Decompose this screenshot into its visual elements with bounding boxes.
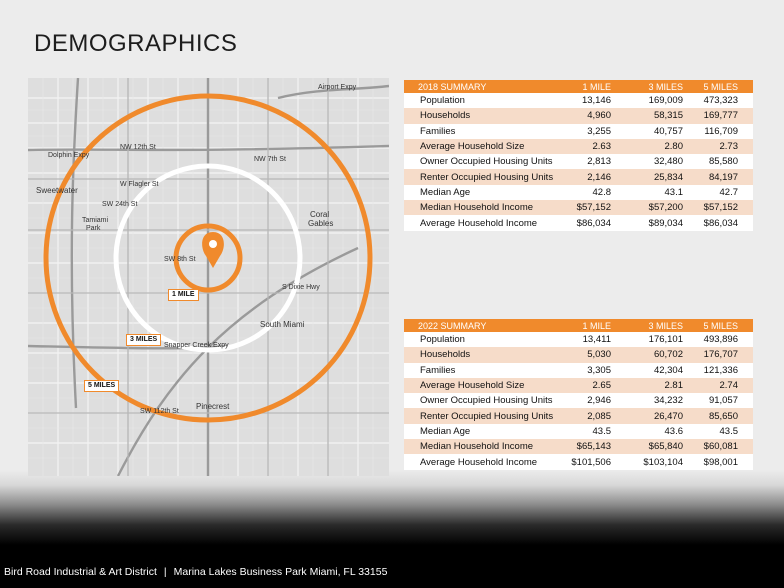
map-graphic [28,78,389,476]
row-value: 34,232 [653,395,683,407]
row-value: $86,034 [703,217,738,229]
row-label: Median Age [420,425,471,437]
row-value: 43.5 [719,425,738,437]
road-snapper-creek: Snapper Creek Expy [164,342,229,349]
row-label: Average Household Size [420,141,525,153]
table-header-cell: 1 MILE [582,320,611,331]
row-value: 43.1 [664,186,683,198]
row-value: $57,152 [703,202,738,214]
row-value: 85,580 [708,156,738,168]
row-value: 84,197 [708,171,738,183]
row-value: 4,960 [587,110,611,122]
row-label: Renter Occupied Housing Units [420,171,554,183]
row-value: 91,057 [708,395,738,407]
row-value: 43.5 [592,425,611,437]
row-label: Owner Occupied Housing Units [420,395,553,407]
row-value: 2.81 [664,380,683,392]
table-header-cell: 5 MILES [703,81,738,92]
row-label: Median Household Income [420,202,534,214]
row-label: Median Household Income [420,441,534,453]
place-pinecrest: Pinecrest [196,402,230,411]
footer-address: Marina Lakes Business Park Miami, FL 33155 [173,566,388,578]
table-header [404,80,753,93]
footer [4,566,387,578]
summary-2022-table [404,319,753,470]
row-label: Population [420,95,465,107]
row-label: Families [420,125,456,137]
row-value: 2,946 [587,395,611,407]
row-value: $57,200 [648,202,683,214]
table-header-cell: 3 MILES [648,320,683,331]
table-row [404,93,753,108]
road-sw-24th: SW 24th St [102,201,138,208]
row-value: $65,840 [648,441,683,453]
row-value: 493,896 [703,334,738,346]
row-value: 116,709 [704,125,738,137]
row-value: $57,152 [576,202,611,214]
row-value: $103,104 [643,456,683,468]
row-label: Owner Occupied Housing Units [420,156,553,168]
table-header-cell: 2022 SUMMARY [418,320,487,331]
row-value: $65,143 [576,441,611,453]
table-row [404,169,753,184]
table-row [404,393,753,408]
table-row [404,154,753,169]
row-value: 176,707 [703,349,738,361]
row-value: 32,480 [653,156,683,168]
row-label: Average Household Size [420,380,525,392]
road-w-flagler: W Flagler St [120,181,159,188]
road-airport: Airport Expy [318,84,357,91]
row-label: Households [420,349,471,361]
table-row [404,332,753,347]
row-value: 2.63 [592,141,611,153]
footer-separator: | [163,566,167,578]
row-value: 121,336 [703,364,738,376]
row-value: $60,081 [703,441,738,453]
table-row [404,200,753,215]
row-label: Population [420,334,465,346]
place-gables: Gables [308,219,334,228]
road-dolphin: Dolphin Expy [48,152,90,159]
table-header-cell: 3 MILES [648,81,683,92]
row-label: Average Household Income [420,456,538,468]
row-value: 40,757 [653,125,683,137]
row-label: Renter Occupied Housing Units [420,410,554,422]
row-value: 85,650 [708,410,738,422]
footer-property-name: Bird Road Industrial & Art District [4,566,157,578]
row-value: 58,315 [653,110,683,122]
table-row [404,378,753,393]
row-value: 43.6 [664,425,683,437]
road-nw-12th: NW 12th St [120,144,156,151]
table-row [404,185,753,200]
three-mile-label: 3 MILES [126,334,161,346]
table-row [404,215,753,230]
table-header-cell: 2018 SUMMARY [418,81,487,92]
row-value: 2.73 [719,141,738,153]
row-value: 2.65 [592,380,611,392]
table-row [404,408,753,423]
row-value: 176,101 [648,334,683,346]
table-row [404,124,753,139]
row-value: 42.8 [592,186,611,198]
row-value: 169,009 [648,95,683,107]
row-value: 5,030 [587,349,611,361]
one-mile-label: 1 MILE [168,289,199,301]
summary-2018-table [404,80,753,231]
row-value: 13,411 [582,334,611,346]
table-row [404,363,753,378]
road-sw-8th: SW 8th St [164,256,196,263]
place-coral: Coral [310,210,330,219]
table-row [404,139,753,154]
row-value: 25,834 [653,171,683,183]
row-value: 473,323 [703,95,738,107]
place-park: Park [86,225,101,232]
row-label: Households [420,110,471,122]
row-value: 3,255 [587,125,611,137]
place-south-miami: South Miami [260,320,305,329]
table-header [404,319,753,332]
table-header-cell: 5 MILES [703,320,738,331]
place-tamiami: Tamiami [82,217,109,224]
row-value: $101,506 [571,456,611,468]
row-value: 26,470 [653,410,683,422]
road-nw-7th: NW 7th St [254,156,286,163]
five-mile-label: 5 MILES [84,380,119,392]
table-row [404,454,753,469]
row-value: 42,304 [653,364,683,376]
place-sweetwater: Sweetwater [36,186,78,195]
row-value: 2,085 [587,410,611,422]
row-label: Median Age [420,186,471,198]
table-row [404,439,753,454]
row-value: $98,001 [703,456,738,468]
table-row [404,424,753,439]
row-value: 2.80 [664,141,683,153]
row-value: 2,813 [587,156,611,168]
table-row [404,347,753,362]
row-value: $86,034 [576,217,611,229]
table-row [404,108,753,123]
row-value: 2.74 [719,380,738,392]
page-title: DEMOGRAPHICS [34,30,238,57]
row-value: 42.7 [719,186,738,198]
row-value: 13,146 [581,95,611,107]
table-header-cell: 1 MILE [582,81,611,92]
row-label: Average Household Income [420,217,538,229]
row-value: $89,034 [648,217,683,229]
demographics-map [28,78,389,476]
road-dixie: S Dixie Hwy [282,284,320,291]
road-sw-112th: SW 112th St [140,408,179,415]
row-value: 169,777 [703,110,738,122]
row-value: 3,305 [587,364,611,376]
row-value: 2,146 [587,171,611,183]
row-label: Families [420,364,456,376]
row-value: 60,702 [653,349,683,361]
